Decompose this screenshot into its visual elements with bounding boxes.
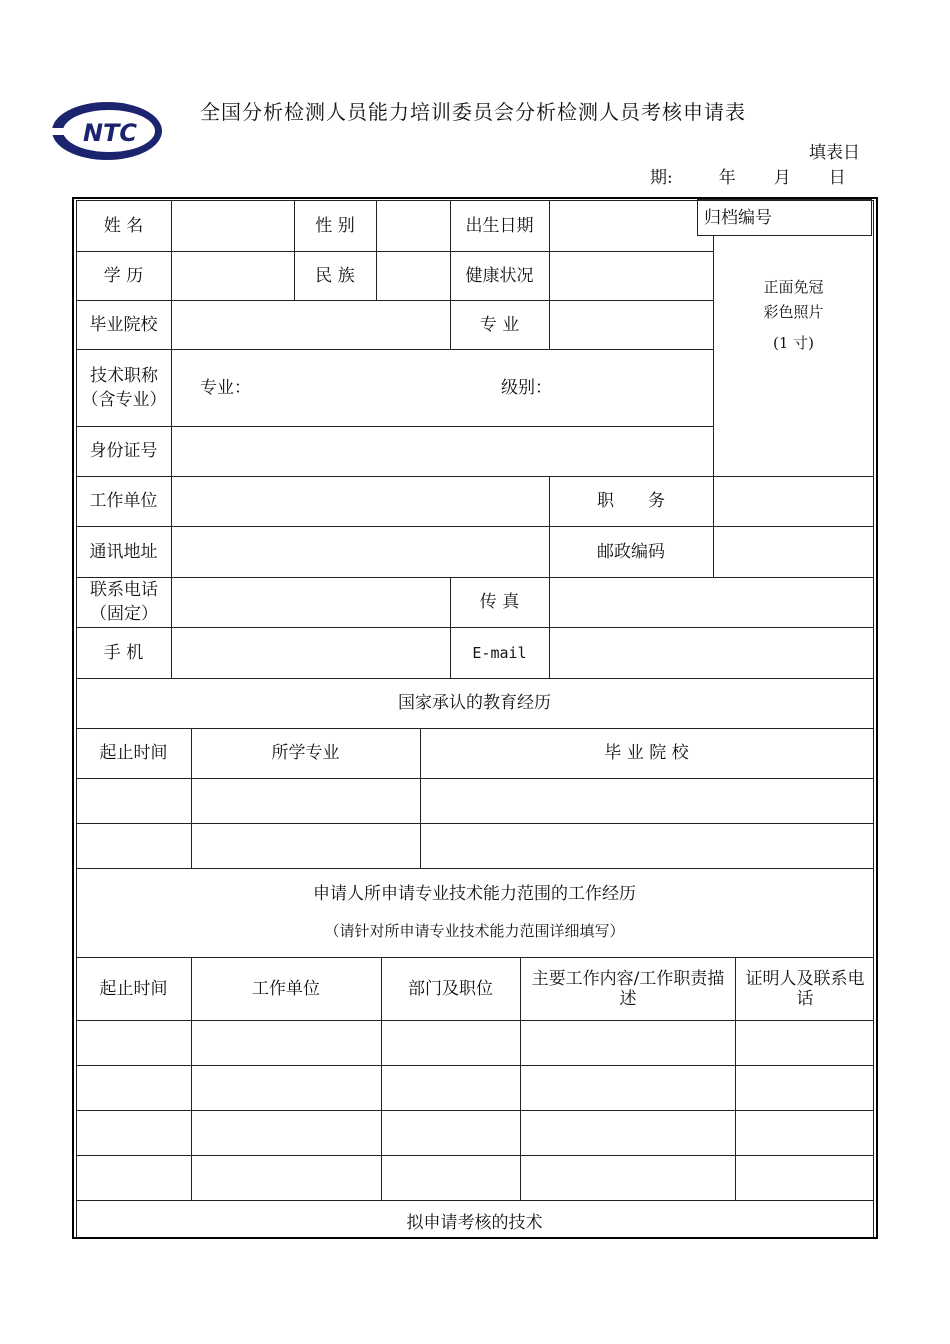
address-field[interactable] xyxy=(172,526,549,577)
education-field[interactable] xyxy=(172,251,294,300)
mobile-label: 手 机 xyxy=(103,642,144,663)
employer-label: 工作单位 xyxy=(89,491,158,511)
id-number-label: 身份证号 xyxy=(89,441,158,461)
edu-row-2-period[interactable] xyxy=(76,823,191,868)
birth-date-field[interactable] xyxy=(550,200,697,251)
name-label: 姓 名 xyxy=(103,215,144,236)
health-label: 健康状况 xyxy=(465,265,534,286)
fax-field[interactable] xyxy=(550,577,873,627)
tech-title-level-label: 级别： xyxy=(501,377,552,398)
work-row-4[interactable] xyxy=(76,1155,191,1200)
school-field[interactable] xyxy=(172,300,450,349)
form-title: 全国分析检测人员能力培训委员会分析检测人员考核申请表 xyxy=(200,100,746,124)
edu-col-major: 所学专业 xyxy=(271,743,340,763)
work-section-note: （请针对所申请专业技术能力范围详细填写） xyxy=(324,922,625,940)
year-label: 年 xyxy=(718,168,736,188)
work-col-period: 起止时间 xyxy=(99,978,168,999)
major-field[interactable] xyxy=(550,300,713,349)
work-col-dept: 部门及职位 xyxy=(408,978,493,999)
phone-label: 联系电话（固定） xyxy=(90,580,158,624)
edu-row-1-school[interactable] xyxy=(421,778,873,823)
logo-text: NTC xyxy=(82,119,138,147)
archive-number-box[interactable] xyxy=(697,199,872,236)
school-label: 毕业院校 xyxy=(89,314,158,335)
work-row-3[interactable] xyxy=(76,1110,191,1155)
ethnicity-label: 民 族 xyxy=(315,265,355,286)
work-row-1[interactable] xyxy=(76,1020,191,1065)
fill-date-line xyxy=(650,163,846,188)
ethnicity-field[interactable] xyxy=(377,251,450,300)
work-col-employer: 工作单位 xyxy=(252,978,320,999)
tech-title-label: 技术职称（含专业） xyxy=(81,365,167,410)
phone-field[interactable] xyxy=(172,577,450,627)
name-field[interactable] xyxy=(172,200,294,251)
edu-row-1-major[interactable] xyxy=(192,778,420,823)
employer-field[interactable] xyxy=(172,476,549,526)
position-field[interactable] xyxy=(714,476,873,526)
work-section-title: 申请人所申请专业技术能力范围的工作经历 xyxy=(313,884,636,904)
education-label: 学 历 xyxy=(103,265,144,286)
month-label: 月 xyxy=(773,168,791,188)
fill-date-label-2: 期: xyxy=(650,168,673,188)
work-row-2[interactable] xyxy=(76,1065,191,1110)
gender-label: 性 别 xyxy=(315,215,355,236)
postcode-field[interactable] xyxy=(714,526,873,577)
archive-number-label: 归档编号 xyxy=(704,208,772,228)
edu-col-school: 毕 业 院 校 xyxy=(604,743,689,763)
fax-label: 传 真 xyxy=(479,592,520,612)
position-label: 职 务 xyxy=(597,491,665,511)
gender-field[interactable] xyxy=(377,200,450,251)
postcode-label: 邮政编码 xyxy=(597,541,665,562)
edu-row-1-period[interactable] xyxy=(76,778,191,823)
edu-row-2-school[interactable] xyxy=(421,823,873,868)
ntc-logo xyxy=(50,100,164,162)
photo-label-3: (1 寸) xyxy=(772,333,815,352)
tech-title-field[interactable] xyxy=(172,349,713,426)
mobile-field[interactable] xyxy=(172,627,450,678)
photo-placeholder[interactable] xyxy=(714,270,873,360)
tech-title-major-label: 专业： xyxy=(200,377,251,398)
work-col-content: 主要工作内容/工作职责描述 xyxy=(531,968,725,1009)
fill-date-label: 填表日 xyxy=(809,143,860,163)
edu-col-period: 起止时间 xyxy=(99,743,168,763)
education-section-title: 国家承认的教育经历 xyxy=(398,693,551,713)
email-field[interactable] xyxy=(550,627,873,678)
email-label: E-mail xyxy=(472,643,527,662)
edu-row-2-major[interactable] xyxy=(192,823,420,868)
health-field[interactable] xyxy=(550,251,713,300)
address-label: 通讯地址 xyxy=(89,541,158,562)
work-col-reference: 证明人及联系电话 xyxy=(745,968,865,1009)
photo-label-2: 彩色照片 xyxy=(763,302,824,321)
tech-section-title: 拟申请考核的技术 xyxy=(406,1213,543,1233)
birth-date-label: 出生日期 xyxy=(465,215,534,236)
photo-label-1: 正面免冠 xyxy=(763,277,824,296)
id-number-field[interactable] xyxy=(172,426,713,476)
day-label: 日 xyxy=(828,168,846,188)
major-label: 专 业 xyxy=(479,314,520,335)
